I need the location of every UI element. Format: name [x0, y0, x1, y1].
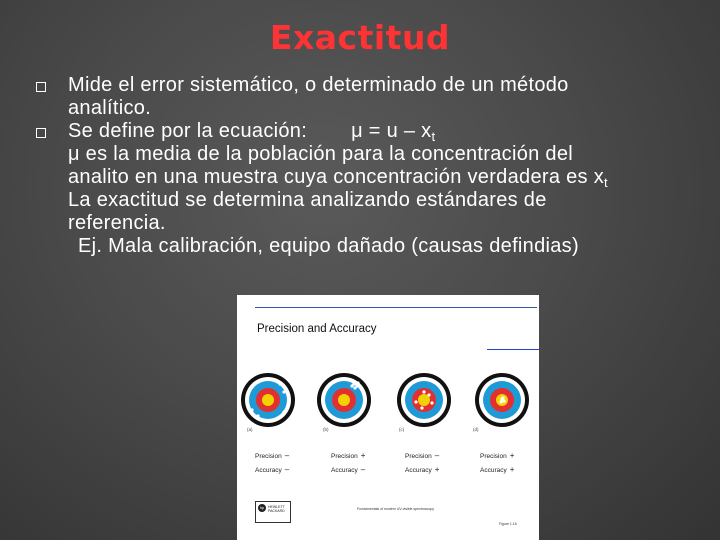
target-d-icon: [474, 372, 530, 428]
panel-a-tag: (a): [247, 427, 253, 432]
paragraph-1-subscript: t: [604, 175, 608, 190]
panel-d-precision: Precision +: [480, 451, 515, 460]
equation-intro: Se define por la ecuación:: [68, 120, 308, 142]
paragraph-mu-definition: [36, 143, 706, 189]
figure-title: Precision and Accuracy: [257, 323, 377, 335]
bullet-2-line-1: [68, 120, 706, 143]
panel-c-tag: (c): [399, 427, 405, 432]
target-b-icon: [316, 372, 372, 428]
figure-caption: Fundamentals of modern UV-visible spectroscopy: [357, 507, 435, 511]
paragraph-1-line-1: μ es la media de la población para la concentración del: [68, 143, 573, 165]
square-bullet-icon: [36, 82, 46, 92]
bullet-item-1: [36, 74, 706, 120]
panel-d-accuracy: Accuracy +: [480, 465, 515, 474]
panel-a-accuracy: Accuracy –: [255, 465, 290, 474]
panel-b-tag: (b): [323, 427, 329, 432]
panel-a-precision: Precision –: [255, 451, 290, 460]
panel-c-accuracy: Accuracy +: [405, 465, 440, 474]
precision-accuracy-figure: [237, 295, 539, 540]
figure-top-rule: [255, 307, 537, 308]
example-text: Ej. Mala calibración, equipo dañado (causas defindias): [78, 235, 579, 257]
bullet-1-line-2: analítico.: [68, 97, 152, 119]
square-bullet-icon: [36, 128, 46, 138]
equation-rhs: = u – x: [368, 120, 432, 142]
paragraph-exactitud: [36, 189, 706, 235]
slide-title: Exactitud: [269, 18, 451, 57]
bullet-item-2: [36, 120, 706, 143]
figure-number: Figure 1.16: [499, 522, 517, 526]
panel-b-precision: Precision +: [331, 451, 366, 460]
bullet-1-line-1: Mide el error sistemático, o determinado de un método: [68, 74, 569, 96]
panel-c-precision: Precision –: [405, 451, 440, 460]
hp-logo-mark: hp: [259, 505, 265, 510]
paragraph-1-line-2: [68, 166, 706, 189]
example-line: [36, 235, 706, 258]
hp-logo: [255, 501, 291, 523]
targets-row: [237, 370, 539, 430]
figure-right-rule: [487, 349, 539, 350]
panel-d-tag: (d): [473, 427, 479, 432]
equation-subscript: t: [431, 129, 436, 144]
paragraph-2-line-2: referencia.: [68, 212, 166, 234]
hp-logo-text: HEWLETT PACKARD: [268, 505, 285, 513]
target-a-icon: [240, 372, 296, 428]
paragraph-2-line-1: La exactitud se determina analizando estándares de: [68, 189, 547, 211]
panel-b-accuracy: Accuracy –: [331, 465, 366, 474]
paragraph-1-line-2-text: analito en una muestra cuya concentración verdadera es x: [68, 166, 604, 188]
equation-mu: μ: [351, 120, 363, 142]
target-c-icon: [396, 372, 452, 428]
slide-body: [36, 74, 706, 258]
